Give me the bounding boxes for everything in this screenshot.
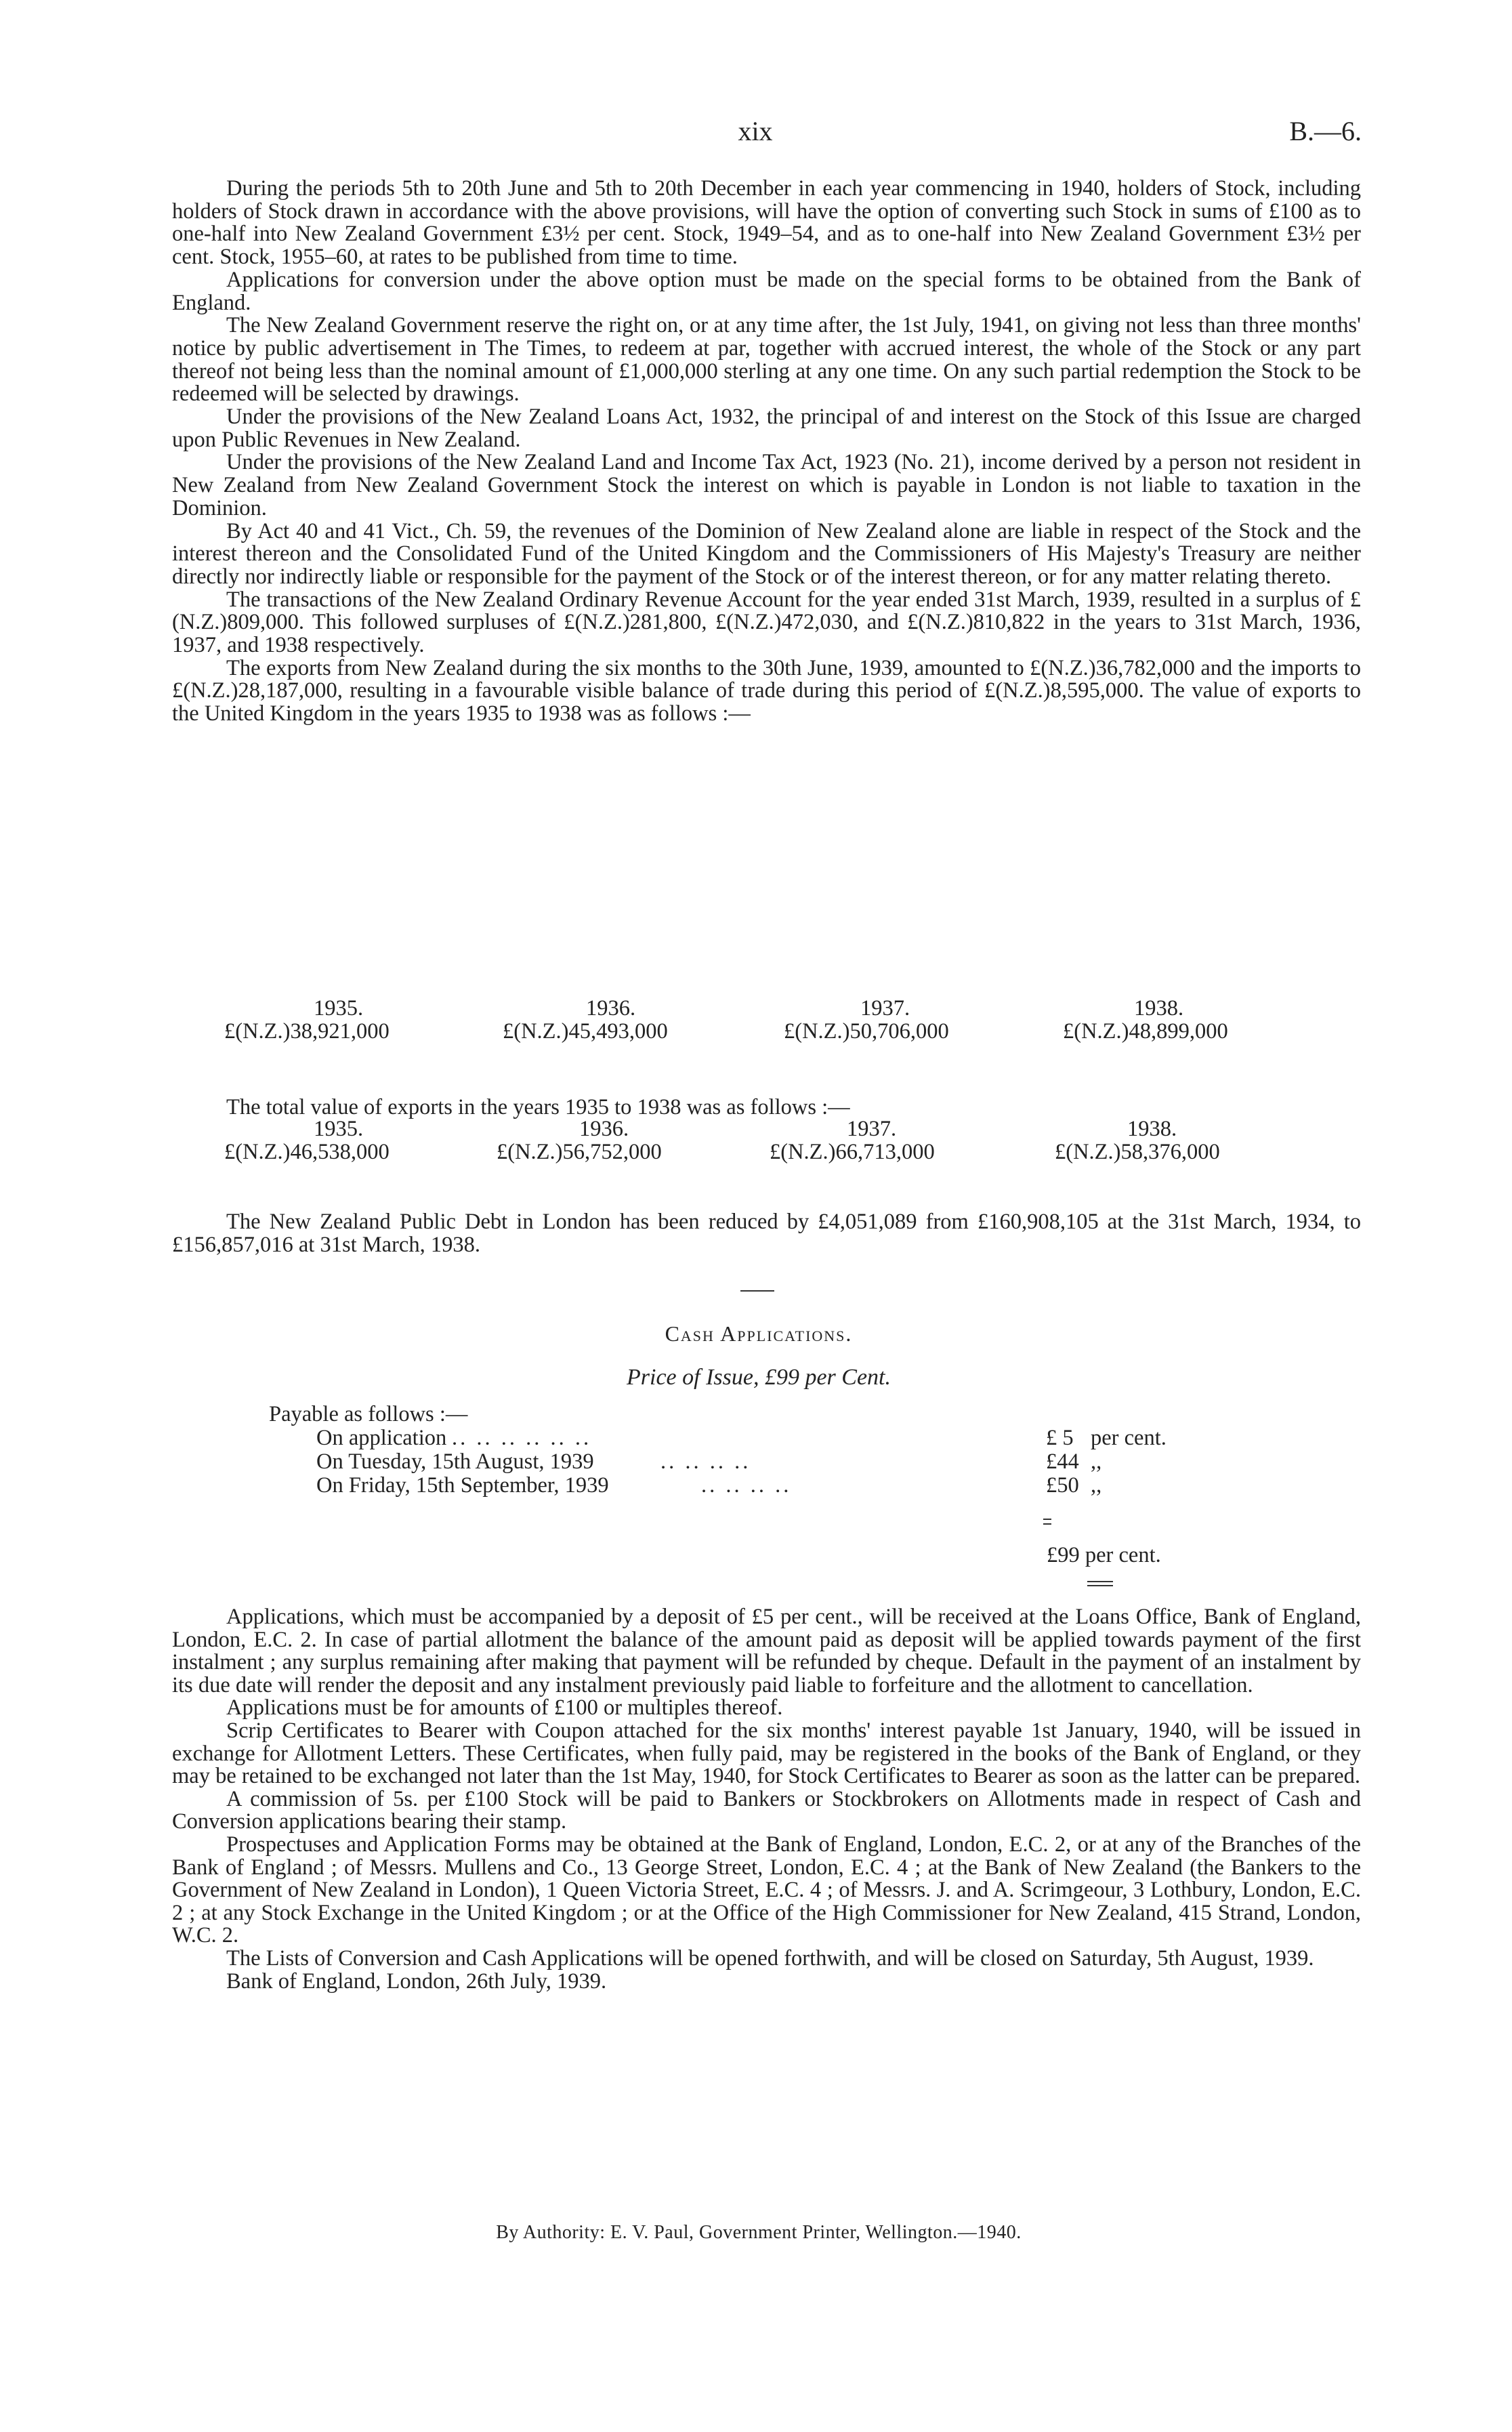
total-double-rule [1087, 1581, 1113, 1589]
paragraph-loans-act: Under the provisions of the New Zealand Loans Act, 1932, the principal of and interest on the Stock of this Issue are charged upon Public Revenues in New Zealand. [172, 405, 1361, 452]
paragraph-multiples: Applications must be for amounts of £100 or multiples thereof. [226, 1695, 783, 1720]
installment-amount: £44 [1046, 1449, 1079, 1474]
body-paragraphs-bottom [172, 1606, 1361, 1993]
export-value: £(N.Z.)46,538,000 [224, 1140, 390, 1164]
year-label: 1937. [860, 996, 910, 1021]
section-heading [596, 1321, 921, 1346]
public-debt-paragraph [172, 1211, 1361, 1256]
paragraph-conversion-option: During the periods 5th to 20th June and 5th to 20th December in each year commencing in 1940, holders of Stock, including holders of Stock drawn in accordance with the above provisions, will have the option of converting such Stock in sums of £100 as to one-half into New Zealand Government £3½ per cent. Stock, 1949–54, and as to one-half into New Zealand Government £3½ per cent. Stock, 1955–60, at rates to be published from time to time. [172, 176, 1361, 270]
year-label: 1936. [579, 1117, 629, 1141]
installment-row [316, 1449, 1265, 1472]
year-label: 1936. [586, 996, 636, 1021]
export-value: £(N.Z.)45,493,000 [503, 1019, 668, 1044]
sum-rule [1043, 1519, 1059, 1525]
installment-description: On Friday, 15th September, 1939 [316, 1473, 609, 1498]
paragraph-dateline: Bank of England, London, 26th July, 1939. [226, 1969, 607, 1994]
cash-applications-heading: Cash Applications. [665, 1321, 853, 1346]
export-value: £(N.Z.)66,713,000 [770, 1140, 935, 1164]
installment-row [316, 1473, 1265, 1496]
paragraph-redemption: The New Zealand Government reserve the right on, or at any time after, the 1st July, 1941, on giving not less than three months' notice by public advertisement in The Times, to redeem at par, together with accrued interest, the whole of the Stock or any part thereof not being less than the nominal amount of £1,000,000 sterling at any one time. On any such partial redemption the Stock to be redeemed will be selected by drawings. [172, 313, 1361, 407]
leader-dots: .. .. .. .. [660, 1449, 751, 1474]
installment-row [316, 1426, 1265, 1449]
exports-to-uk-table [172, 997, 1361, 1044]
paragraph-deposit: Applications, which must be accompanied by a deposit of £5 per cent., will be received at the Loans Office, Bank of England, London, E.C. 2. In case of partial allotment the balance of the amount paid as deposit will be applied towards payment of the first instalment ; any surplus remaining after making that payment will be refunded by cheque. Default in the payment of an instalment by its due date will render the deposit and any instalment previously paid liable to forfeiture and the allotment to cancellation. [172, 1605, 1361, 1697]
installment-total [1047, 1543, 1161, 1568]
installment-amount: £50 [1046, 1473, 1079, 1498]
payable-label: Payable as follows :— [269, 1402, 468, 1426]
export-value: £(N.Z.)48,899,000 [1063, 1019, 1228, 1044]
installment-description: On application [316, 1426, 447, 1450]
document-reference: B.—6. [1289, 116, 1362, 146]
installment-unit: ,, [1091, 1449, 1102, 1474]
year-label: 1938. [1127, 1117, 1177, 1141]
installment-description: On Tuesday, 15th August, 1939 [316, 1449, 594, 1474]
total-exports-intro: The total value of exports in the years 1935 to 1938 was as follows :— [226, 1095, 850, 1119]
paragraph-tax-act: Under the provisions of the New Zealand Land and Income Tax Act, 1923 (No. 21), income derived by a person not resident in New Zealand from New Zealand Government Stock the interest on which is payable in London is not liable to taxation in the Dominion. [172, 450, 1361, 520]
export-value: £(N.Z.)38,921,000 [224, 1019, 390, 1044]
paragraph-lists-closing: The Lists of Conversion and Cash Applications will be opened forthwith, and will be closed on Saturday, 5th August, 1939. [226, 1945, 1314, 1971]
export-value: £(N.Z.)58,376,000 [1055, 1140, 1220, 1164]
paragraph-conversion-forms: Applications for conversion under the above option must be made on the special forms to be obtained from the Bank of England. [172, 267, 1361, 315]
paragraph-exports: The exports from New Zealand during the six months to the 30th June, 1939, amounted to £(N.Z.)36,782,000 and the imports to £(N.Z.)28,187,000, resulting in a favourable visible balance of trade during this period of £(N.Z.)8,595,000. The value of exports to the United Kingdom in the years 1935 to 1938 was as follows :— [172, 655, 1361, 726]
table-row [172, 1141, 1361, 1164]
installment-amount: £ 5 [1046, 1426, 1074, 1450]
year-label: 1935. [314, 1117, 364, 1141]
table-row [172, 997, 1361, 1021]
leader-dots: .. .. .. .. .. .. [452, 1426, 592, 1450]
page-number: xix [738, 116, 773, 146]
paragraph-prospectuses: Prospectuses and Application Forms may be obtained at the Bank of England, London, E.C. 2, or at any of the Branches of the Bank of England ; of Messrs. Mullens and Co., 13 George Street, London, E.C. 4 ; at the Bank of New Zealand (the Bankers to the Government of New Zealand in London), 1 Queen Victoria Street, E.C. 4 ; of Messrs. J. and A. Scrimgeour, 3 Lothbury, London, E.C. 2 ; at any Stock Exchange in the United Kingdom ; or at the Office of the High Commissioner for New Zealand, 415 Strand, London, W.C. 2. [172, 1832, 1361, 1948]
section-divider [740, 1290, 774, 1292]
installment-unit: ,, [1091, 1473, 1102, 1498]
body-paragraphs-top [172, 178, 1361, 726]
paragraph-commission: A commission of 5s. per £100 Stock will be paid to Bankers or Stockbrokers on Allotments made in respect of Cash and Conversion applications bearing their stamp. [172, 1786, 1361, 1834]
leader-dots: .. .. .. .. [701, 1473, 792, 1498]
year-label: 1935. [314, 996, 364, 1021]
paragraph-scrip-certificates: Scrip Certificates to Bearer with Coupon attached for the six months' interest payable 1st January, 1940, will be issued in exchange for Allotment Letters. These Certificates, when fully paid, may be registered in the books of the Bank of England, or they may be retained to be exchanged not later than the 1st May, 1940, for Stock Certificates to Bearer as soon as the latter can be prepared. [172, 1718, 1361, 1789]
table-row [172, 1021, 1361, 1044]
total-exports-table [172, 1118, 1361, 1164]
paragraph-public-debt: The New Zealand Public Debt in London has been reduced by £4,051,089 from £160,908,105 at the 31st March, 1934, to £156,857,016 at 31st March, 1938. [172, 1210, 1361, 1257]
export-value: £(N.Z.)50,706,000 [784, 1019, 949, 1044]
total-amount: £99 [1047, 1543, 1080, 1567]
total-unit: per cent. [1085, 1543, 1161, 1567]
paragraph-liability: By Act 40 and 41 Vict., Ch. 59, the revenues of the Dominion of New Zealand alone are liable in respect of the Stock and the interest thereon and the Consolidated Fund of the United Kingdom and the Commissioners of His Majesty's Treasury are neither directly nor indirectly liable or responsible for the payment of the Stock or of the interest thereon, or for any matter relating thereto. [172, 518, 1361, 589]
year-label: 1938. [1134, 996, 1184, 1021]
price-of-issue: Price of Issue, £99 per Cent. [627, 1365, 891, 1390]
year-label: 1937. [847, 1117, 897, 1141]
table-row [172, 1118, 1361, 1141]
export-value: £(N.Z.)56,752,000 [497, 1140, 662, 1164]
printer-imprint: By Authority: E. V. Paul, Government Printer, Wellington.—1940. [496, 2222, 1022, 2243]
installment-unit: per cent. [1091, 1426, 1167, 1450]
paragraph-revenue-surplus: The transactions of the New Zealand Ordinary Revenue Account for the year ended 31st March, 1939, resulted in a surplus of £(N.Z.)809,000. This followed surpluses of £(N.Z.)281,800, £(N.Z.)472,030, and £(N.Z.)810,822 in the years to 31st March, 1936, 1937, and 1938 respectively. [172, 587, 1361, 658]
